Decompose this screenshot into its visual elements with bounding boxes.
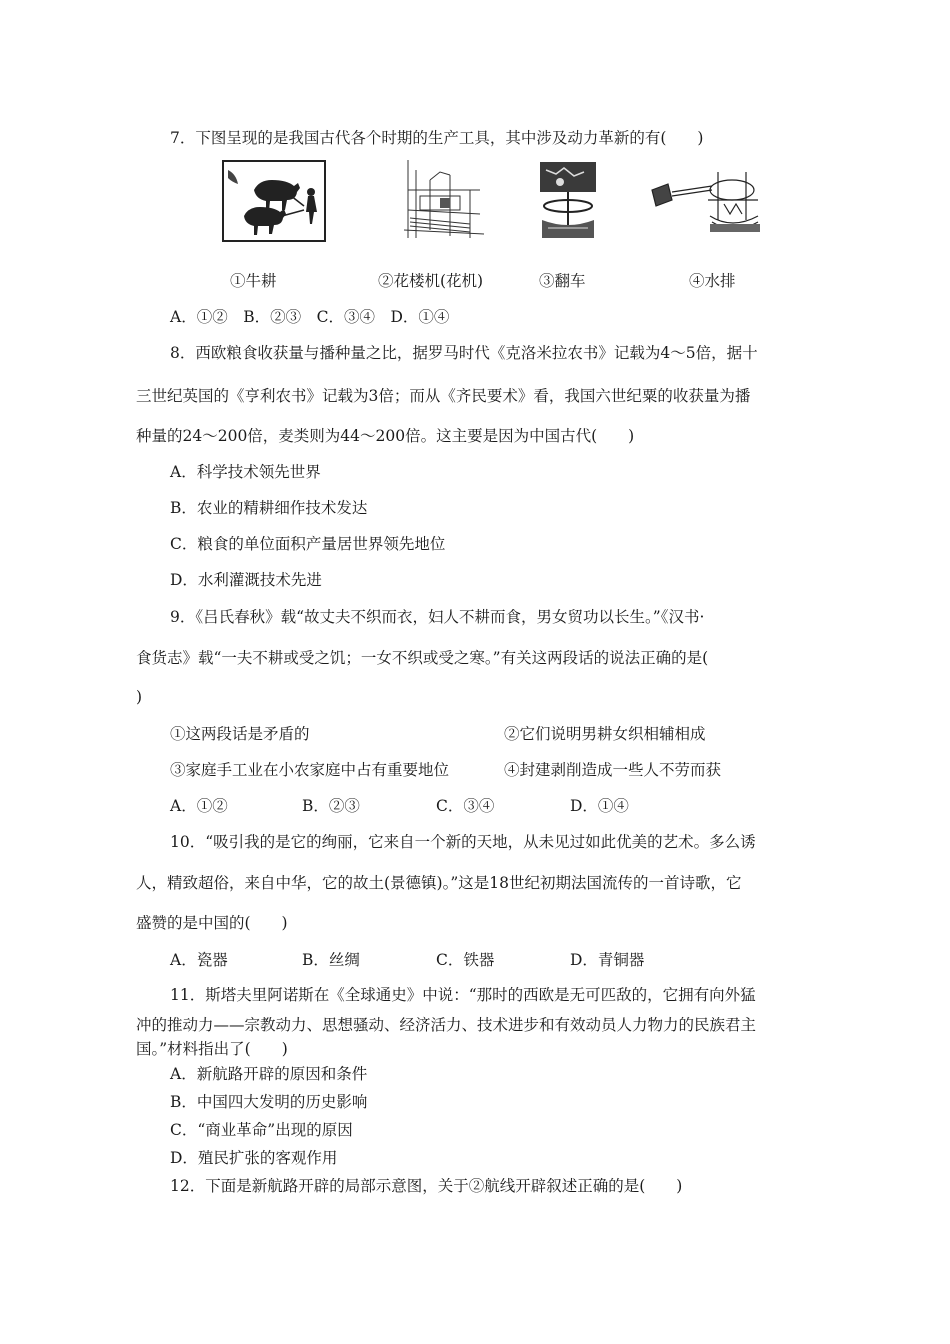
q9-option-d: D．①④: [570, 797, 629, 815]
caption-ox-plowing: ①牛耕: [230, 272, 277, 290]
water-bellows-image: [648, 160, 764, 240]
q8-option-d: D．水利灌溉技术先进: [170, 571, 322, 589]
q7-options: A．①② B．②③ C．③④ D．①④: [170, 308, 450, 326]
q11-option-b: B．中国四大发明的历史影响: [170, 1093, 368, 1111]
caption-chain-pump: ③翻车: [539, 272, 586, 290]
q8-option-c: C．粮食的单位面积产量居世界领先地位: [170, 535, 446, 553]
q10-option-c: C．铁器: [436, 951, 495, 969]
q11-option-a: A．新航路开辟的原因和条件: [170, 1065, 368, 1083]
q10-option-a: A．瓷器: [170, 951, 228, 969]
q8-option-a: A．科学技术领先世界: [170, 463, 321, 481]
caption-water-bellows: ④水排: [689, 272, 736, 290]
q8-line-1: 8．西欧粮食收获量与播种量之比，据罗马时代《克洛米拉农书》记载为4～5倍，据十: [170, 344, 758, 362]
q9-line-2: 食货志》载“一夫不耕或受之饥；一女不织或受之寒。”有关这两段话的说法正确的是(: [136, 649, 709, 667]
q9-line-3: ): [136, 688, 143, 706]
q9-statement-3: ③家庭手工业在小农家庭中占有重要地位: [170, 761, 450, 779]
q12-line-1: 12．下面是新航路开辟的局部示意图，关于②航线开辟叙述正确的是( ): [170, 1177, 683, 1195]
q11-line-2: 冲的推动力——宗教动力、思想骚动、经济活力、技术进步和有效动员人力物力的民族君主: [136, 1016, 757, 1034]
caption-drawloom: ②花楼机(花机): [378, 272, 484, 290]
q11-line-3: 国。”材料指出了( ): [136, 1040, 288, 1058]
q10-line-3: 盛赞的是中国的( ): [136, 914, 288, 932]
q7-stem: 7．下图呈现的是我国古代各个时期的生产工具，其中涉及动力革新的有( ): [170, 129, 704, 147]
q9-statement-4: ④封建剥削造成一些人不劳而获: [504, 761, 722, 779]
square-pallet-chain-pump-image: [538, 160, 598, 240]
q11-option-d: D．殖民扩张的客观作用: [170, 1149, 338, 1167]
ox-plowing-image: [222, 160, 326, 242]
q10-line-1: 10．“吸引我的是它的绚丽，它来自一个新的天地，从未见过如此优美的艺术。多么诱: [170, 833, 756, 851]
q9-statement-1: ①这两段话是矛盾的: [170, 725, 310, 743]
q10-option-b: B．丝绸: [302, 951, 360, 969]
q9-line-1: 9．《吕氏春秋》载“故丈夫不织而衣，妇人不耕而食，男女贸功以长生。”《汉书·: [170, 608, 705, 626]
q9-statement-2: ②它们说明男耕女织相辅相成: [504, 725, 706, 743]
q10-line-2: 人，精致超俗，来自中华，它的故土(景德镇)。”这是18世纪初期法国流传的一首诗歌，它: [136, 874, 742, 892]
q8-option-b: B．农业的精耕细作技术发达: [170, 499, 368, 517]
q9-option-b: B．②③: [302, 797, 360, 815]
q9-option-c: C．③④: [436, 797, 495, 815]
q9-option-a: A．①②: [170, 797, 228, 815]
q10-option-d: D．青铜器: [570, 951, 645, 969]
q11-option-c: C．“商业革命”出现的原因: [170, 1121, 353, 1139]
q11-line-1: 11．斯塔夫里阿诺斯在《全球通史》中说：“那时的西欧是无可匹敌的，它拥有向外猛: [170, 986, 756, 1004]
q8-line-3: 种量的24～200倍，麦类则为44～200倍。这主要是因为中国古代( ): [136, 427, 635, 445]
drawloom-image: [400, 160, 486, 240]
q8-line-2: 三世纪英国的《亨利农书》记载为3倍；而从《齐民要术》看，我国六世纪粟的收获量为播: [136, 387, 751, 405]
